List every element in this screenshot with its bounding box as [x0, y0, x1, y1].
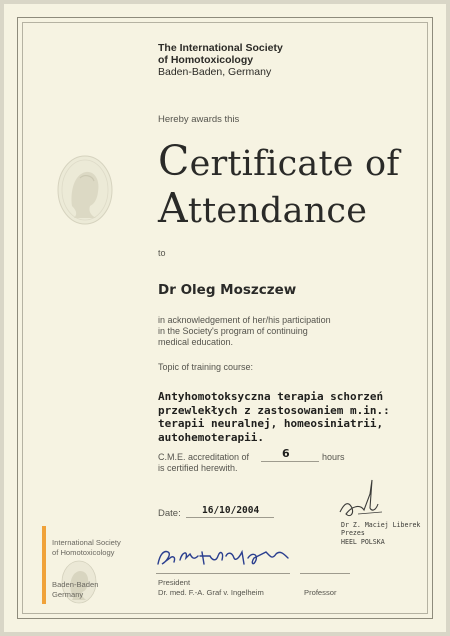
professor-title: Professor — [304, 588, 337, 597]
topic-line1: Antyhomotoksyczna terapia schorzeń — [158, 390, 384, 403]
certificate-title — [158, 139, 399, 233]
signer-company: HEEL POLSKA — [341, 537, 385, 546]
cme-accreditation — [158, 452, 249, 474]
president-block — [158, 578, 264, 598]
title-line1-rest: ertificate of — [189, 144, 400, 184]
certificate-page — [4, 4, 446, 632]
logo-city: Baden-Baden — [52, 580, 99, 589]
organization-name-line2: of Homotoxicology — [158, 54, 254, 66]
logo-line1: International Society — [52, 538, 121, 547]
organization-header — [158, 42, 283, 78]
title-cap-c: C — [158, 137, 190, 185]
logo-location — [52, 580, 98, 599]
topic-line4: autohemoterapii. — [158, 430, 264, 444]
signature-liberek-icon — [330, 474, 390, 524]
president-role: President — [158, 578, 191, 587]
signer-name: Dr Z. Maciej Liberek — [341, 521, 421, 529]
cme-certified-line: is certified herewith. — [158, 463, 238, 473]
title-cap-a: A — [158, 184, 188, 232]
signer-block — [341, 521, 420, 546]
date-underline — [186, 517, 274, 518]
logo-line2: of Homotoxicology — [52, 547, 115, 557]
topic-line3: terapii neuralnej, homeosiniatrii, — [158, 417, 384, 430]
awards-text: Hereby awards this — [158, 114, 240, 125]
hours-word: hours — [322, 452, 345, 462]
portrait-medallion-icon — [56, 154, 114, 226]
president-signature-line — [156, 573, 290, 574]
recipient-name: Dr Oleg Moszczew — [158, 282, 297, 298]
acknowledgement-line3: medical education. — [158, 337, 234, 347]
training-topic — [158, 390, 390, 444]
date-label: Date: — [158, 508, 181, 519]
signature-president-icon — [154, 544, 294, 572]
organization-location: Baden-Baden, Germany — [158, 66, 272, 78]
cme-prefix: C.M.E. accreditation of — [158, 452, 250, 462]
title-line2-rest: ttendance — [187, 191, 368, 231]
topic-line2: przewlekłych z zastosowaniem m.in.: — [158, 403, 390, 417]
to-label: to — [158, 248, 166, 258]
acknowledgement-text — [158, 315, 331, 348]
acknowledgement-line2: in the Society's program of continuing — [158, 326, 308, 336]
acknowledgement-line1: in acknowledgement of her/his participation — [158, 315, 331, 325]
logo-country: Germany — [52, 589, 84, 599]
date-value: 16/10/2004 — [202, 505, 260, 516]
topic-label: Topic of training course: — [158, 362, 254, 372]
professor-signature-line — [300, 573, 350, 574]
logo-organization — [52, 538, 121, 557]
organization-name-line1: The International Society — [158, 42, 283, 54]
hours-underline — [261, 461, 319, 462]
accent-bar — [42, 526, 46, 604]
signer-title: Prezes — [341, 529, 365, 538]
hours-value: 6 — [282, 447, 290, 460]
president-name: Dr. med. F.-A. Graf v. Ingelheim — [158, 588, 264, 597]
